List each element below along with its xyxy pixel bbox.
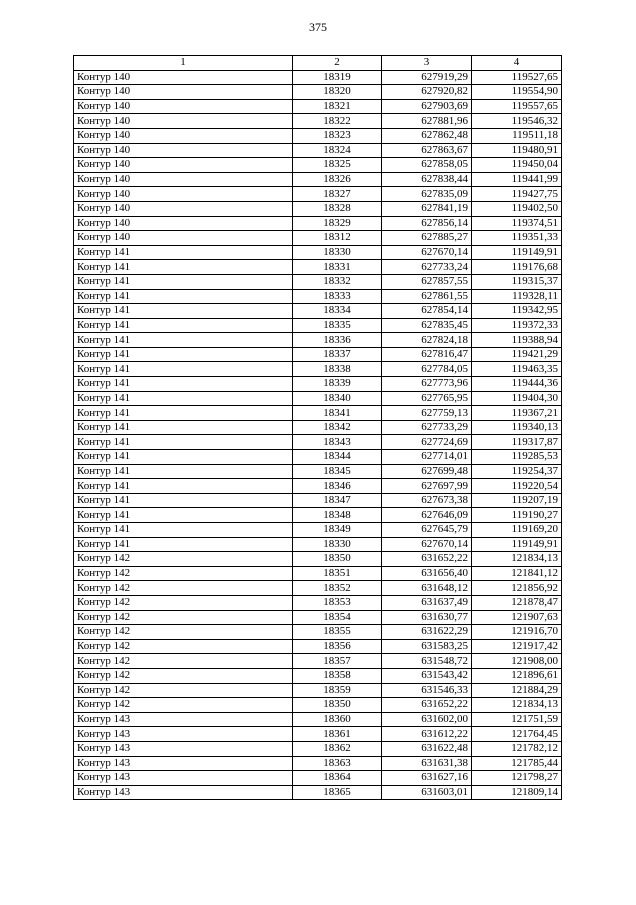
x-coordinate-cell: 627919,29 xyxy=(382,70,472,85)
x-coordinate-cell: 627841,19 xyxy=(382,201,472,216)
y-coordinate-cell: 119374,51 xyxy=(472,216,562,231)
y-coordinate-cell: 119367,21 xyxy=(472,406,562,421)
y-coordinate-cell: 121856,92 xyxy=(472,581,562,596)
x-coordinate-cell: 627862,48 xyxy=(382,128,472,143)
point-number-cell: 18357 xyxy=(293,654,382,669)
y-coordinate-cell: 119557,65 xyxy=(472,99,562,114)
table-row xyxy=(74,508,562,523)
y-coordinate-cell: 119404,30 xyxy=(472,391,562,406)
point-number-cell: 18327 xyxy=(293,187,382,202)
y-coordinate-cell: 121907,63 xyxy=(472,610,562,625)
point-number-cell: 18343 xyxy=(293,435,382,450)
table-row xyxy=(74,377,562,392)
x-coordinate-cell: 627670,14 xyxy=(382,537,472,552)
x-coordinate-cell: 631631,38 xyxy=(382,756,472,771)
table-row xyxy=(74,450,562,465)
point-number-cell: 18345 xyxy=(293,464,382,479)
point-number-cell: 18359 xyxy=(293,683,382,698)
point-number-cell: 18319 xyxy=(293,70,382,85)
y-coordinate-cell: 119450,04 xyxy=(472,158,562,173)
contour-name-cell: Контур 142 xyxy=(74,654,293,669)
contour-name-cell: Контур 140 xyxy=(74,114,293,129)
y-coordinate-cell: 119340,13 xyxy=(472,420,562,435)
x-coordinate-cell: 627645,79 xyxy=(382,523,472,538)
y-coordinate-cell: 121785,44 xyxy=(472,756,562,771)
point-number-cell: 18350 xyxy=(293,552,382,567)
y-coordinate-cell: 119190,27 xyxy=(472,508,562,523)
x-coordinate-cell: 631656,40 xyxy=(382,566,472,581)
point-number-cell: 18352 xyxy=(293,581,382,596)
point-number-cell: 18361 xyxy=(293,727,382,742)
contour-name-cell: Контур 140 xyxy=(74,143,293,158)
point-number-cell: 18321 xyxy=(293,99,382,114)
table-row xyxy=(74,274,562,289)
x-coordinate-cell: 627733,24 xyxy=(382,260,472,275)
table-row xyxy=(74,668,562,683)
contour-name-cell: Контур 142 xyxy=(74,581,293,596)
contour-name-cell: Контур 141 xyxy=(74,362,293,377)
contour-name-cell: Контур 140 xyxy=(74,158,293,173)
contour-name-cell: Контур 142 xyxy=(74,639,293,654)
y-coordinate-cell: 119207,19 xyxy=(472,493,562,508)
contour-name-cell: Контур 143 xyxy=(74,727,293,742)
table-row xyxy=(74,143,562,158)
x-coordinate-cell: 631648,12 xyxy=(382,581,472,596)
contour-name-cell: Контур 143 xyxy=(74,741,293,756)
y-coordinate-cell: 119285,53 xyxy=(472,450,562,465)
x-coordinate-cell: 631627,16 xyxy=(382,771,472,786)
point-number-cell: 18330 xyxy=(293,537,382,552)
x-coordinate-cell: 627824,18 xyxy=(382,333,472,348)
y-coordinate-cell: 119317,87 xyxy=(472,435,562,450)
contour-name-cell: Контур 143 xyxy=(74,785,293,800)
y-coordinate-cell: 121878,47 xyxy=(472,595,562,610)
point-number-cell: 18328 xyxy=(293,201,382,216)
table-row xyxy=(74,756,562,771)
point-number-cell: 18339 xyxy=(293,377,382,392)
x-coordinate-cell: 627646,09 xyxy=(382,508,472,523)
contour-name-cell: Контур 142 xyxy=(74,625,293,640)
coordinates-table xyxy=(73,55,562,800)
contour-name-cell: Контур 142 xyxy=(74,610,293,625)
column-header-1: 1 xyxy=(74,56,293,71)
x-coordinate-cell: 631546,33 xyxy=(382,683,472,698)
point-number-cell: 18348 xyxy=(293,508,382,523)
y-coordinate-cell: 121916,70 xyxy=(472,625,562,640)
x-coordinate-cell: 631652,22 xyxy=(382,552,472,567)
x-coordinate-cell: 627697,99 xyxy=(382,479,472,494)
table-row xyxy=(74,289,562,304)
table-row xyxy=(74,566,562,581)
x-coordinate-cell: 627903,69 xyxy=(382,99,472,114)
table-row xyxy=(74,595,562,610)
table-row xyxy=(74,231,562,246)
point-number-cell: 18347 xyxy=(293,493,382,508)
table-row xyxy=(74,318,562,333)
y-coordinate-cell: 119388,94 xyxy=(472,333,562,348)
y-coordinate-cell: 119511,18 xyxy=(472,128,562,143)
y-coordinate-cell: 119254,37 xyxy=(472,464,562,479)
table-row xyxy=(74,523,562,538)
x-coordinate-cell: 627920,82 xyxy=(382,85,472,100)
point-number-cell: 18335 xyxy=(293,318,382,333)
point-number-cell: 18330 xyxy=(293,245,382,260)
point-number-cell: 18323 xyxy=(293,128,382,143)
table-row xyxy=(74,727,562,742)
y-coordinate-cell: 119315,37 xyxy=(472,274,562,289)
contour-name-cell: Контур 141 xyxy=(74,333,293,348)
contour-name-cell: Контур 142 xyxy=(74,595,293,610)
y-coordinate-cell: 121809,14 xyxy=(472,785,562,800)
x-coordinate-cell: 627854,14 xyxy=(382,304,472,319)
point-number-cell: 18358 xyxy=(293,668,382,683)
contour-name-cell: Контур 143 xyxy=(74,756,293,771)
x-coordinate-cell: 627670,14 xyxy=(382,245,472,260)
table-row xyxy=(74,420,562,435)
contour-name-cell: Контур 141 xyxy=(74,508,293,523)
contour-name-cell: Контур 141 xyxy=(74,245,293,260)
point-number-cell: 18326 xyxy=(293,172,382,187)
table-row xyxy=(74,85,562,100)
contour-name-cell: Контур 141 xyxy=(74,450,293,465)
y-coordinate-cell: 119427,75 xyxy=(472,187,562,202)
column-header-4: 4 xyxy=(472,56,562,71)
point-number-cell: 18365 xyxy=(293,785,382,800)
table-row xyxy=(74,625,562,640)
x-coordinate-cell: 627673,38 xyxy=(382,493,472,508)
point-number-cell: 18344 xyxy=(293,450,382,465)
y-coordinate-cell: 121751,59 xyxy=(472,712,562,727)
point-number-cell: 18312 xyxy=(293,231,382,246)
table-row xyxy=(74,785,562,800)
table-row xyxy=(74,362,562,377)
contour-name-cell: Контур 141 xyxy=(74,493,293,508)
contour-name-cell: Контур 141 xyxy=(74,464,293,479)
contour-name-cell: Контур 141 xyxy=(74,420,293,435)
point-number-cell: 18364 xyxy=(293,771,382,786)
point-number-cell: 18320 xyxy=(293,85,382,100)
x-coordinate-cell: 631543,42 xyxy=(382,668,472,683)
y-coordinate-cell: 121908,00 xyxy=(472,654,562,669)
contour-name-cell: Контур 142 xyxy=(74,552,293,567)
y-coordinate-cell: 119372,33 xyxy=(472,318,562,333)
x-coordinate-cell: 627733,29 xyxy=(382,420,472,435)
contour-name-cell: Контур 143 xyxy=(74,712,293,727)
contour-name-cell: Контур 141 xyxy=(74,289,293,304)
x-coordinate-cell: 627863,67 xyxy=(382,143,472,158)
point-number-cell: 18360 xyxy=(293,712,382,727)
y-coordinate-cell: 119554,90 xyxy=(472,85,562,100)
contour-name-cell: Контур 141 xyxy=(74,274,293,289)
point-number-cell: 18325 xyxy=(293,158,382,173)
table-row xyxy=(74,114,562,129)
table-row xyxy=(74,260,562,275)
y-coordinate-cell: 119351,33 xyxy=(472,231,562,246)
table-row xyxy=(74,581,562,596)
x-coordinate-cell: 631583,25 xyxy=(382,639,472,654)
y-coordinate-cell: 119441,99 xyxy=(472,172,562,187)
contour-name-cell: Контур 141 xyxy=(74,318,293,333)
table-row xyxy=(74,610,562,625)
table-row xyxy=(74,479,562,494)
y-coordinate-cell: 121917,42 xyxy=(472,639,562,654)
table-row xyxy=(74,391,562,406)
point-number-cell: 18322 xyxy=(293,114,382,129)
x-coordinate-cell: 627759,13 xyxy=(382,406,472,421)
point-number-cell: 18363 xyxy=(293,756,382,771)
x-coordinate-cell: 627835,09 xyxy=(382,187,472,202)
point-number-cell: 18355 xyxy=(293,625,382,640)
contour-name-cell: Контур 140 xyxy=(74,187,293,202)
table-row xyxy=(74,654,562,669)
point-number-cell: 18349 xyxy=(293,523,382,538)
point-number-cell: 18329 xyxy=(293,216,382,231)
point-number-cell: 18332 xyxy=(293,274,382,289)
table-row xyxy=(74,201,562,216)
x-coordinate-cell: 631622,48 xyxy=(382,741,472,756)
contour-name-cell: Контур 140 xyxy=(74,70,293,85)
x-coordinate-cell: 627784,05 xyxy=(382,362,472,377)
table-row xyxy=(74,639,562,654)
x-coordinate-cell: 627858,05 xyxy=(382,158,472,173)
point-number-cell: 18342 xyxy=(293,420,382,435)
contour-name-cell: Контур 141 xyxy=(74,406,293,421)
y-coordinate-cell: 121834,13 xyxy=(472,698,562,713)
point-number-cell: 18353 xyxy=(293,595,382,610)
table-body xyxy=(74,70,562,800)
table-row xyxy=(74,435,562,450)
x-coordinate-cell: 627881,96 xyxy=(382,114,472,129)
table-row xyxy=(74,333,562,348)
column-header-2: 2 xyxy=(293,56,382,71)
contour-name-cell: Контур 141 xyxy=(74,260,293,275)
x-coordinate-cell: 627699,48 xyxy=(382,464,472,479)
y-coordinate-cell: 121884,29 xyxy=(472,683,562,698)
contour-name-cell: Контур 141 xyxy=(74,435,293,450)
y-coordinate-cell: 119149,91 xyxy=(472,537,562,552)
table-row xyxy=(74,698,562,713)
table-row xyxy=(74,464,562,479)
contour-name-cell: Контур 140 xyxy=(74,172,293,187)
x-coordinate-cell: 631548,72 xyxy=(382,654,472,669)
contour-name-cell: Контур 142 xyxy=(74,668,293,683)
y-coordinate-cell: 119149,91 xyxy=(472,245,562,260)
y-coordinate-cell: 121841,12 xyxy=(472,566,562,581)
y-coordinate-cell: 119402,50 xyxy=(472,201,562,216)
table-row xyxy=(74,552,562,567)
table-row xyxy=(74,245,562,260)
y-coordinate-cell: 119421,29 xyxy=(472,347,562,362)
y-coordinate-cell: 119463,35 xyxy=(472,362,562,377)
page-number: 375 xyxy=(309,20,327,34)
x-coordinate-cell: 627714,01 xyxy=(382,450,472,465)
x-coordinate-cell: 631602,00 xyxy=(382,712,472,727)
y-coordinate-cell: 119480,91 xyxy=(472,143,562,158)
point-number-cell: 18354 xyxy=(293,610,382,625)
x-coordinate-cell: 627857,55 xyxy=(382,274,472,289)
point-number-cell: 18340 xyxy=(293,391,382,406)
contour-name-cell: Контур 141 xyxy=(74,523,293,538)
table-row xyxy=(74,304,562,319)
point-number-cell: 18337 xyxy=(293,347,382,362)
x-coordinate-cell: 627816,47 xyxy=(382,347,472,362)
table-row xyxy=(74,347,562,362)
contour-name-cell: Контур 141 xyxy=(74,391,293,406)
x-coordinate-cell: 627885,27 xyxy=(382,231,472,246)
y-coordinate-cell: 119444,36 xyxy=(472,377,562,392)
y-coordinate-cell: 119527,65 xyxy=(472,70,562,85)
table-row xyxy=(74,537,562,552)
contour-name-cell: Контур 141 xyxy=(74,479,293,494)
contour-name-cell: Контур 141 xyxy=(74,304,293,319)
y-coordinate-cell: 121764,45 xyxy=(472,727,562,742)
y-coordinate-cell: 119328,11 xyxy=(472,289,562,304)
x-coordinate-cell: 627856,14 xyxy=(382,216,472,231)
y-coordinate-cell: 119176,68 xyxy=(472,260,562,275)
contour-name-cell: Контур 142 xyxy=(74,683,293,698)
contour-name-cell: Контур 140 xyxy=(74,201,293,216)
table-row xyxy=(74,70,562,85)
contour-name-cell: Контур 140 xyxy=(74,231,293,246)
y-coordinate-cell: 121798,27 xyxy=(472,771,562,786)
y-coordinate-cell: 119220,54 xyxy=(472,479,562,494)
point-number-cell: 18324 xyxy=(293,143,382,158)
point-number-cell: 18350 xyxy=(293,698,382,713)
contour-name-cell: Контур 142 xyxy=(74,698,293,713)
y-coordinate-cell: 119342,95 xyxy=(472,304,562,319)
contour-name-cell: Контур 140 xyxy=(74,99,293,114)
x-coordinate-cell: 631630,77 xyxy=(382,610,472,625)
contour-name-cell: Контур 140 xyxy=(74,128,293,143)
column-header-3: 3 xyxy=(382,56,472,71)
x-coordinate-cell: 627765,95 xyxy=(382,391,472,406)
x-coordinate-cell: 631652,22 xyxy=(382,698,472,713)
table-row xyxy=(74,158,562,173)
x-coordinate-cell: 627835,45 xyxy=(382,318,472,333)
contour-name-cell: Контур 143 xyxy=(74,771,293,786)
contour-name-cell: Контур 140 xyxy=(74,216,293,231)
point-number-cell: 18331 xyxy=(293,260,382,275)
contour-name-cell: Контур 141 xyxy=(74,377,293,392)
point-number-cell: 18336 xyxy=(293,333,382,348)
y-coordinate-cell: 119169,20 xyxy=(472,523,562,538)
x-coordinate-cell: 631612,22 xyxy=(382,727,472,742)
x-coordinate-cell: 631622,29 xyxy=(382,625,472,640)
x-coordinate-cell: 627838,44 xyxy=(382,172,472,187)
point-number-cell: 18346 xyxy=(293,479,382,494)
y-coordinate-cell: 121834,13 xyxy=(472,552,562,567)
point-number-cell: 18341 xyxy=(293,406,382,421)
table-row xyxy=(74,216,562,231)
table-row xyxy=(74,406,562,421)
table-row xyxy=(74,683,562,698)
x-coordinate-cell: 627773,96 xyxy=(382,377,472,392)
point-number-cell: 18351 xyxy=(293,566,382,581)
table-header-row xyxy=(74,56,562,71)
x-coordinate-cell: 627861,55 xyxy=(382,289,472,304)
contour-name-cell: Контур 142 xyxy=(74,566,293,581)
table-row xyxy=(74,128,562,143)
contour-name-cell: Контур 140 xyxy=(74,85,293,100)
contour-name-cell: Контур 141 xyxy=(74,537,293,552)
x-coordinate-cell: 627724,69 xyxy=(382,435,472,450)
contour-name-cell: Контур 141 xyxy=(74,347,293,362)
table-row xyxy=(74,172,562,187)
table-row xyxy=(74,493,562,508)
table-row xyxy=(74,741,562,756)
point-number-cell: 18333 xyxy=(293,289,382,304)
table-row xyxy=(74,99,562,114)
table-row xyxy=(74,712,562,727)
x-coordinate-cell: 631637,49 xyxy=(382,595,472,610)
y-coordinate-cell: 121896,61 xyxy=(472,668,562,683)
y-coordinate-cell: 121782,12 xyxy=(472,741,562,756)
table-row xyxy=(74,187,562,202)
point-number-cell: 18362 xyxy=(293,741,382,756)
point-number-cell: 18356 xyxy=(293,639,382,654)
table-row xyxy=(74,771,562,786)
y-coordinate-cell: 119546,32 xyxy=(472,114,562,129)
x-coordinate-cell: 631603,01 xyxy=(382,785,472,800)
point-number-cell: 18334 xyxy=(293,304,382,319)
point-number-cell: 18338 xyxy=(293,362,382,377)
